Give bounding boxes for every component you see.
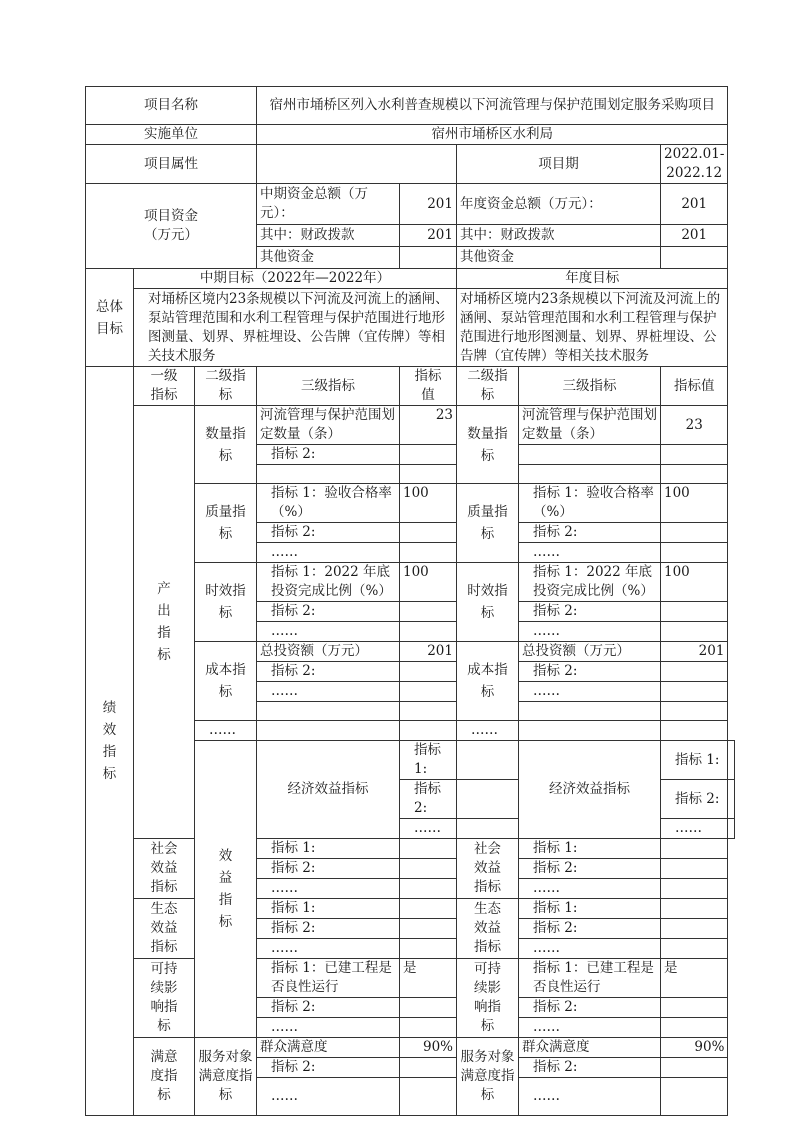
ecology-year-more: …… (519, 939, 661, 959)
col-level3: 三级指标 (257, 367, 400, 406)
sustain-mid-more: …… (257, 1018, 400, 1038)
service-year-1-value: 90% (661, 1038, 728, 1058)
quality-year-more: …… (519, 543, 661, 563)
output-label: 产出指标 (134, 406, 195, 839)
mid-other-label: 其他资金 (257, 247, 400, 269)
quality-year-2: 指标 2: (519, 523, 661, 543)
social-year-more: …… (519, 879, 661, 899)
year-goal-head: 年度目标 (457, 269, 728, 289)
ecology-mid-1: 指标 1: (257, 899, 400, 919)
funds-label-line2: （万元） (144, 227, 198, 243)
goals-label: 总体目标 (86, 269, 134, 367)
mid-other-value (400, 247, 457, 269)
quantity-mid-1-value: 23 (400, 406, 457, 445)
service-label-year: 服务对象满意度指标 (457, 1038, 519, 1116)
perf-label: 绩效指标 (86, 367, 134, 1116)
quality-year-1-value: 100 (661, 484, 728, 523)
economic-year-2: 指标 2: (661, 780, 728, 819)
social-label: 社会效益指标 (134, 839, 195, 899)
mid-goal-head: 中期目标（2022年—2022年） (134, 269, 457, 289)
cost-year-2: 指标 2: (519, 662, 661, 682)
col-level1: 一级指标 (134, 367, 195, 406)
ecology-label: 生态效益指标 (134, 899, 195, 959)
col-level2: 二级指标 (195, 367, 257, 406)
quantity-year-1-value: 23 (661, 406, 728, 445)
quality-year-1: 指标 1：验收合格率（%） (519, 484, 661, 523)
quantity-label-year: 数量指标 (457, 406, 519, 484)
mid-fiscal-label: 其中：财政拨款 (257, 225, 400, 247)
unit-value: 宿州市埇桥区水利局 (257, 125, 728, 145)
economic-year-1: 指标 1: (661, 741, 728, 780)
period-label: 项目期 (457, 145, 661, 184)
period-value: 2022.01-2022.12 (661, 145, 728, 184)
timeliness-mid-1: 指标 1：2022 年底投资完成比例（%） (257, 563, 400, 602)
mid-fiscal-value: 201 (400, 225, 457, 247)
unit-label: 实施单位 (86, 125, 257, 145)
cost-mid-more: …… (257, 682, 400, 702)
service-mid-1-value: 90% (400, 1038, 457, 1058)
timeliness-mid-1-value: 100 (400, 563, 457, 602)
attr-label: 项目属性 (86, 145, 257, 184)
timeliness-year-2: 指标 2: (519, 602, 661, 622)
economic-year-more: …… (661, 819, 728, 839)
performance-target-table (85, 86, 735, 1116)
funds-label-line1: 项目资金 (144, 208, 198, 224)
service-label: 服务对象满意度指标 (195, 1038, 257, 1116)
sustain-year-more: …… (519, 1018, 661, 1038)
funds-label (86, 184, 257, 269)
economic-mid-1: 指标 1: (400, 741, 457, 780)
project-name-value: 宿州市埇桥区列入水利普查规模以下河流管理与保护范围划定服务采购项目 (257, 87, 728, 125)
economic-label-year: 经济效益指标 (519, 741, 661, 839)
service-year-2: 指标 2: (519, 1058, 661, 1078)
quality-mid-1: 指标 1：验收合格率（%） (257, 484, 400, 523)
economic-label: 经济效益指标 (257, 741, 400, 839)
year-fiscal-label: 其中：财政拨款 (457, 225, 661, 247)
sustain-year-1-value: 是 (661, 959, 728, 998)
quantity-year-1: 河流管理与保护范围划定数量（条） (519, 406, 661, 445)
col-value-year: 指标值 (661, 367, 728, 406)
satisfaction-label: 满意度指标 (134, 1038, 195, 1116)
quality-mid-more: …… (257, 543, 400, 563)
cost-mid-1: 总投资额（万元） (257, 642, 400, 662)
sustain-year-1: 指标 1：已建工程是否良性运行 (519, 959, 661, 998)
ecology-mid-2: 指标 2: (257, 919, 400, 939)
cost-label-year: 成本指标 (457, 642, 519, 721)
sustain-mid-2: 指标 2: (257, 998, 400, 1018)
col-value: 指标值 (400, 367, 457, 406)
service-mid-1: 群众满意度 (257, 1038, 400, 1058)
col-level3-year: 三级指标 (519, 367, 661, 406)
ecology-year-2: 指标 2: (519, 919, 661, 939)
timeliness-mid-more: …… (257, 622, 400, 642)
service-year-1: 群众满意度 (519, 1038, 661, 1058)
timeliness-label: 时效指标 (195, 563, 257, 642)
project-name-label: 项目名称 (86, 87, 257, 125)
quantity-mid-1: 河流管理与保护范围划定数量（条） (257, 406, 400, 445)
year-goal-text: 对埇桥区境内23条规模以下河流及河流上的涵闸、泵站管理范围和水利工程管理与保护范围进行地形图测量、划界、界桩埋设、公告牌（宜传牌）等相关技术服务 (457, 289, 728, 367)
quality-label-year: 质量指标 (457, 484, 519, 563)
quantity-mid-2: 指标 2: (257, 445, 400, 465)
quality-mid-1-value: 100 (400, 484, 457, 523)
quality-label: 质量指标 (195, 484, 257, 563)
service-mid-more: …… (257, 1078, 400, 1116)
col-level2-year: 二级指标 (457, 367, 519, 406)
mid-total-label: 中期资金总额（万元）： (257, 184, 400, 225)
service-mid-2: 指标 2: (257, 1058, 400, 1078)
sustain-year-2: 指标 2: (519, 998, 661, 1018)
sustain-mid-1-value: 是 (400, 959, 457, 998)
cost-year-1-value: 201 (661, 642, 728, 662)
social-mid-more: …… (257, 879, 400, 899)
timeliness-year-more: …… (519, 622, 661, 642)
year-other-value (661, 247, 728, 269)
cost-mid-2: 指标 2: (257, 662, 400, 682)
timeliness-year-1: 指标 1：2022 年底投资完成比例（%） (519, 563, 661, 602)
ecology-year-1: 指标 1: (519, 899, 661, 919)
sustain-mid-1: 指标 1：已建工程是否良性运行 (257, 959, 400, 998)
ecology-label-year: 生态效益指标 (457, 899, 519, 959)
sustain-label-year: 可持续影响指标 (457, 959, 519, 1038)
service-year-more: …… (519, 1078, 661, 1116)
attr-value (257, 145, 457, 184)
timeliness-mid-2: 指标 2: (257, 602, 400, 622)
cost-mid-1-value: 201 (400, 642, 457, 662)
social-mid-1: 指标 1: (257, 839, 400, 859)
quality-mid-2: 指标 2: (257, 523, 400, 543)
social-mid-2: 指标 2: (257, 859, 400, 879)
output-more-mid: …… (195, 721, 257, 741)
social-year-2: 指标 2: (519, 859, 661, 879)
cost-label: 成本指标 (195, 642, 257, 721)
economic-mid-more: …… (400, 819, 457, 839)
year-total-value: 201 (661, 184, 728, 225)
timeliness-label-year: 时效指标 (457, 563, 519, 642)
timeliness-year-1-value: 100 (661, 563, 728, 602)
economic-mid-2: 指标 2: (400, 780, 457, 819)
mid-total-value: 201 (400, 184, 457, 225)
social-label-year: 社会效益指标 (457, 839, 519, 899)
ecology-mid-more: …… (257, 939, 400, 959)
year-other-label: 其他资金 (457, 247, 661, 269)
social-year-1: 指标 1: (519, 839, 661, 859)
quantity-label: 数量指标 (195, 406, 257, 484)
cost-year-more: …… (519, 682, 661, 702)
mid-goal-text: 对埇桥区境内23条规模以下河流及河流上的涵闸、泵站管理范围和水利工程管理与保护范围进行地形图测量、划界、界桩埋设、公告牌（宜传牌）等相关技术服务 (134, 289, 457, 367)
sustain-label: 可持续影响指标 (134, 959, 195, 1038)
benefit-label: 效益指标 (195, 741, 257, 1038)
output-more-year: …… (457, 721, 519, 741)
year-fiscal-value: 201 (661, 225, 728, 247)
cost-year-1: 总投资额（万元） (519, 642, 661, 662)
year-total-label: 年度资金总额（万元）： (457, 184, 661, 225)
